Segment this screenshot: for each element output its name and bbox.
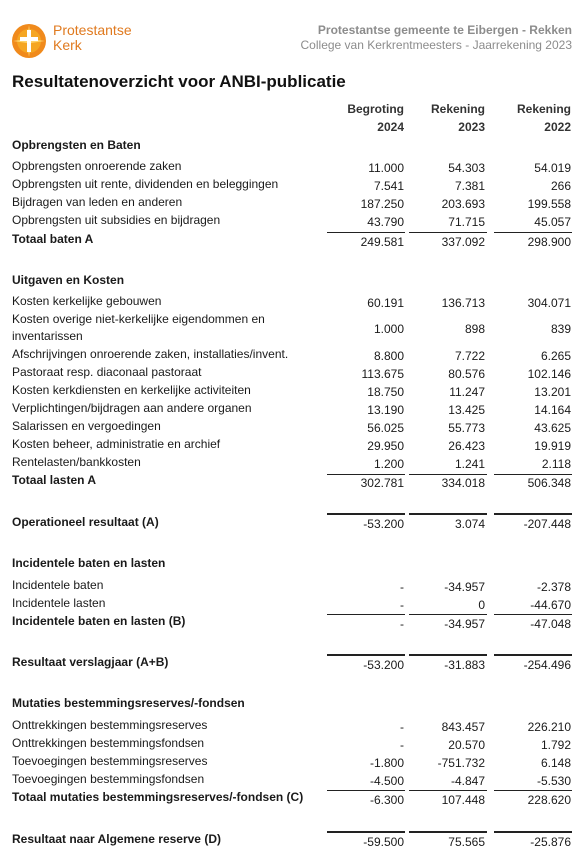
logo-line-1: Protestantse xyxy=(53,22,132,38)
value-begroting-2024: 18.750 xyxy=(367,385,404,399)
value-begroting-2024: 43.790 xyxy=(367,215,404,229)
row-label: Kosten beheer, administratie en archief xyxy=(12,437,221,451)
row-label: Resultaat verslagjaar (A+B) xyxy=(12,655,169,669)
value-rekening-2023: 80.576 xyxy=(448,367,485,381)
table-row xyxy=(12,436,572,453)
value-begroting-2024: 7.541 xyxy=(373,179,404,193)
column-header-c1: Begroting xyxy=(347,102,404,116)
value-rekening-2023: -4.847 xyxy=(450,774,485,788)
value-rekening-2022: -5.530 xyxy=(536,774,571,788)
value-rekening-2023: 20.570 xyxy=(448,738,485,752)
value-begroting-2024: 249.581 xyxy=(360,235,404,249)
row-label: Onttrekkingen bestemmingsfondsen xyxy=(12,736,205,750)
row-label: Kosten kerkelijke gebouwen xyxy=(12,294,162,308)
value-rekening-2023: 843.457 xyxy=(441,720,485,734)
value-rekening-2022: 298.900 xyxy=(527,235,571,249)
value-begroting-2024: - xyxy=(400,598,404,612)
value-rekening-2022: 6.265 xyxy=(540,349,571,363)
value-rekening-2022: -47.048 xyxy=(530,617,571,631)
value-begroting-2024: 56.025 xyxy=(367,421,404,435)
row-label: Opbrengsten onroerende zaken xyxy=(12,159,182,173)
value-rekening-2023: 7.722 xyxy=(454,349,485,363)
value-rekening-2023: 11.247 xyxy=(449,385,485,399)
row-label: Uitgaven en Kosten xyxy=(12,273,125,287)
table-row xyxy=(12,158,572,175)
value-begroting-2024: 29.950 xyxy=(367,439,404,453)
total-values xyxy=(12,234,572,251)
table-row xyxy=(12,577,572,594)
value-begroting-2024: - xyxy=(400,580,404,594)
row-label: Incidentele baten xyxy=(12,578,104,592)
table-row xyxy=(12,346,572,363)
row-label: Incidentele baten en lasten xyxy=(12,556,166,570)
value-begroting-2024: 60.191 xyxy=(367,296,404,310)
row-label: Mutaties bestemmingsreserves/-fondsen xyxy=(12,696,245,710)
row-label: Pastoraat resp. diaconaal pastoraat xyxy=(12,365,202,379)
row-label: Totaal mutaties bestemmingsreserves/-fondsen (C) xyxy=(12,790,304,804)
value-rekening-2022: 266 xyxy=(550,179,571,193)
row-label: Totaal lasten A xyxy=(12,473,97,487)
year-result-values xyxy=(12,657,572,674)
value-rekening-2022: -207.448 xyxy=(523,517,571,531)
table-row-values xyxy=(12,321,572,338)
row-label: Rentelasten/bankkosten xyxy=(12,455,141,469)
total-values xyxy=(12,792,572,809)
row-label: Toevoegingen bestemmingsreserves xyxy=(12,754,208,768)
value-begroting-2024: 113.675 xyxy=(361,367,404,381)
value-begroting-2024: -1.800 xyxy=(369,756,404,770)
row-label: Kosten kerkdiensten en kerkelijke activiteiten xyxy=(12,383,251,397)
value-rekening-2022: 54.019 xyxy=(534,161,571,175)
value-rekening-2023: 136.713 xyxy=(441,296,485,310)
table-row xyxy=(12,293,572,310)
value-begroting-2024: -59.500 xyxy=(363,835,404,849)
row-label: Opbrengsten en Baten xyxy=(12,138,141,152)
table-row xyxy=(12,771,572,788)
value-rekening-2023: 75.565 xyxy=(448,835,485,849)
page-title: Resultatenoverzicht voor ANBI-publicatie xyxy=(12,72,346,91)
value-rekening-2022: 13.201 xyxy=(534,385,571,399)
value-rekening-2022: 6.148 xyxy=(540,756,571,770)
column-year-c3: 2022 xyxy=(544,120,571,134)
document-header xyxy=(301,23,572,53)
row-label: Opbrengsten uit rente, dividenden en beleggingen xyxy=(12,177,279,191)
table-row xyxy=(12,454,572,471)
value-begroting-2024: 1.000 xyxy=(373,322,404,336)
total-values xyxy=(12,616,572,633)
table-row xyxy=(12,194,572,211)
value-begroting-2024: -6.300 xyxy=(369,793,404,807)
value-rekening-2022: 43.625 xyxy=(534,421,571,435)
value-rekening-2023: 55.773 xyxy=(448,421,485,435)
value-rekening-2023: -751.732 xyxy=(437,756,485,770)
row-label: Kosten overige niet-kerkelijke eigendommen en xyxy=(12,312,265,326)
table-row xyxy=(12,382,572,399)
value-rekening-2022: 228.620 xyxy=(527,793,571,807)
column-year-c2: 2023 xyxy=(458,120,485,134)
table-row xyxy=(12,400,572,417)
value-rekening-2023: 3.074 xyxy=(454,517,485,531)
value-rekening-2023: 337.092 xyxy=(441,235,485,249)
value-rekening-2023: -34.957 xyxy=(444,580,485,594)
table-row xyxy=(12,364,572,381)
table-row xyxy=(12,735,572,752)
value-rekening-2022: 839 xyxy=(550,322,571,336)
value-rekening-2022: 1.792 xyxy=(540,738,571,752)
value-begroting-2024: - xyxy=(400,617,404,631)
table-row xyxy=(12,418,572,435)
row-label: Operationeel resultaat (A) xyxy=(12,515,159,529)
value-rekening-2022: 14.164 xyxy=(534,403,571,417)
row-label: Bijdragen van leden en anderen xyxy=(12,195,183,209)
column-header-c3: Rekening xyxy=(516,102,571,116)
table-row xyxy=(12,176,572,193)
value-rekening-2022: 2.118 xyxy=(541,457,571,471)
row-label: Salarissen en vergoedingen xyxy=(12,419,161,433)
value-begroting-2024: 8.800 xyxy=(373,349,404,363)
value-rekening-2023: 54.303 xyxy=(448,161,485,175)
section-heading xyxy=(12,272,572,289)
row-label: inventarissen xyxy=(12,329,83,343)
value-rekening-2022: 304.071 xyxy=(527,296,571,310)
value-rekening-2023: 71.715 xyxy=(448,215,485,229)
row-label: Totaal baten A xyxy=(12,232,94,246)
section-heading xyxy=(12,555,572,572)
column-header-row-1 xyxy=(12,101,572,118)
value-begroting-2024: 13.190 xyxy=(367,403,404,417)
column-header-c2: Rekening xyxy=(430,102,485,116)
row-label: Resultaat naar Algemene reserve (D) xyxy=(12,832,221,846)
value-rekening-2023: 203.693 xyxy=(441,197,485,211)
value-begroting-2024: - xyxy=(400,738,404,752)
table-row xyxy=(12,717,572,734)
operational-result-values xyxy=(12,516,572,533)
row-label: Verplichtingen/bijdragen aan andere organen xyxy=(12,401,252,415)
table-row xyxy=(12,595,572,612)
value-rekening-2023: 0 xyxy=(478,598,485,612)
logo-text xyxy=(53,23,132,53)
section-heading xyxy=(12,137,572,154)
section-heading xyxy=(12,695,572,712)
value-begroting-2024: 11.000 xyxy=(368,161,404,175)
row-label: Incidentele baten en lasten (B) xyxy=(12,614,186,628)
column-year-c1: 2024 xyxy=(377,120,404,134)
church-logo-icon xyxy=(11,23,47,59)
total-values xyxy=(12,475,572,492)
row-label: Incidentele lasten xyxy=(12,596,106,610)
row-label: Opbrengsten uit subsidies en bijdragen xyxy=(12,213,221,227)
value-rekening-2022: -44.670 xyxy=(530,598,571,612)
value-begroting-2024: 302.781 xyxy=(360,476,404,490)
value-begroting-2024: - xyxy=(400,720,404,734)
value-rekening-2023: 26.423 xyxy=(448,439,485,453)
row-label: Toevoegingen bestemmingsfondsen xyxy=(12,772,205,786)
value-rekening-2023: -31.883 xyxy=(444,658,485,672)
value-rekening-2022: 102.146 xyxy=(527,367,571,381)
value-rekening-2023: -34.957 xyxy=(444,617,485,631)
value-rekening-2022: -2.378 xyxy=(536,580,571,594)
value-rekening-2022: 199.558 xyxy=(527,197,571,211)
value-begroting-2024: -53.200 xyxy=(363,517,404,531)
table-row xyxy=(12,753,572,770)
logo-line-2: Kerk xyxy=(53,37,82,53)
value-rekening-2023: 7.381 xyxy=(454,179,485,193)
value-begroting-2024: -53.200 xyxy=(363,658,404,672)
row-label: Onttrekkingen bestemmingsreserves xyxy=(12,718,208,732)
value-rekening-2023: 898 xyxy=(464,322,485,336)
value-rekening-2022: 226.210 xyxy=(527,720,571,734)
value-rekening-2023: 1.241 xyxy=(454,457,485,471)
value-rekening-2023: 13.425 xyxy=(448,403,485,417)
value-rekening-2022: -25.876 xyxy=(530,835,571,849)
value-rekening-2022: 19.919 xyxy=(534,439,571,453)
table-row xyxy=(12,212,572,229)
value-rekening-2022: 506.348 xyxy=(527,476,571,490)
value-rekening-2023: 334.018 xyxy=(441,476,485,490)
value-begroting-2024: 187.250 xyxy=(360,197,404,211)
value-begroting-2024: -4.500 xyxy=(369,774,404,788)
value-rekening-2023: 107.448 xyxy=(441,793,485,807)
value-begroting-2024: 1.200 xyxy=(373,457,404,471)
column-header-row-2 xyxy=(12,119,572,136)
value-rekening-2022: 45.057 xyxy=(534,215,571,229)
organization-name: Protestantse gemeente te Eibergen - Rekken xyxy=(317,23,572,37)
document-subtitle: College van Kerkrentmeesters - Jaarrekening 2023 xyxy=(300,38,572,52)
value-rekening-2022: -254.496 xyxy=(523,658,571,672)
row-label: Afschrijvingen onroerende zaken, installaties/invent. xyxy=(12,347,289,361)
general-reserve-values xyxy=(12,834,572,851)
